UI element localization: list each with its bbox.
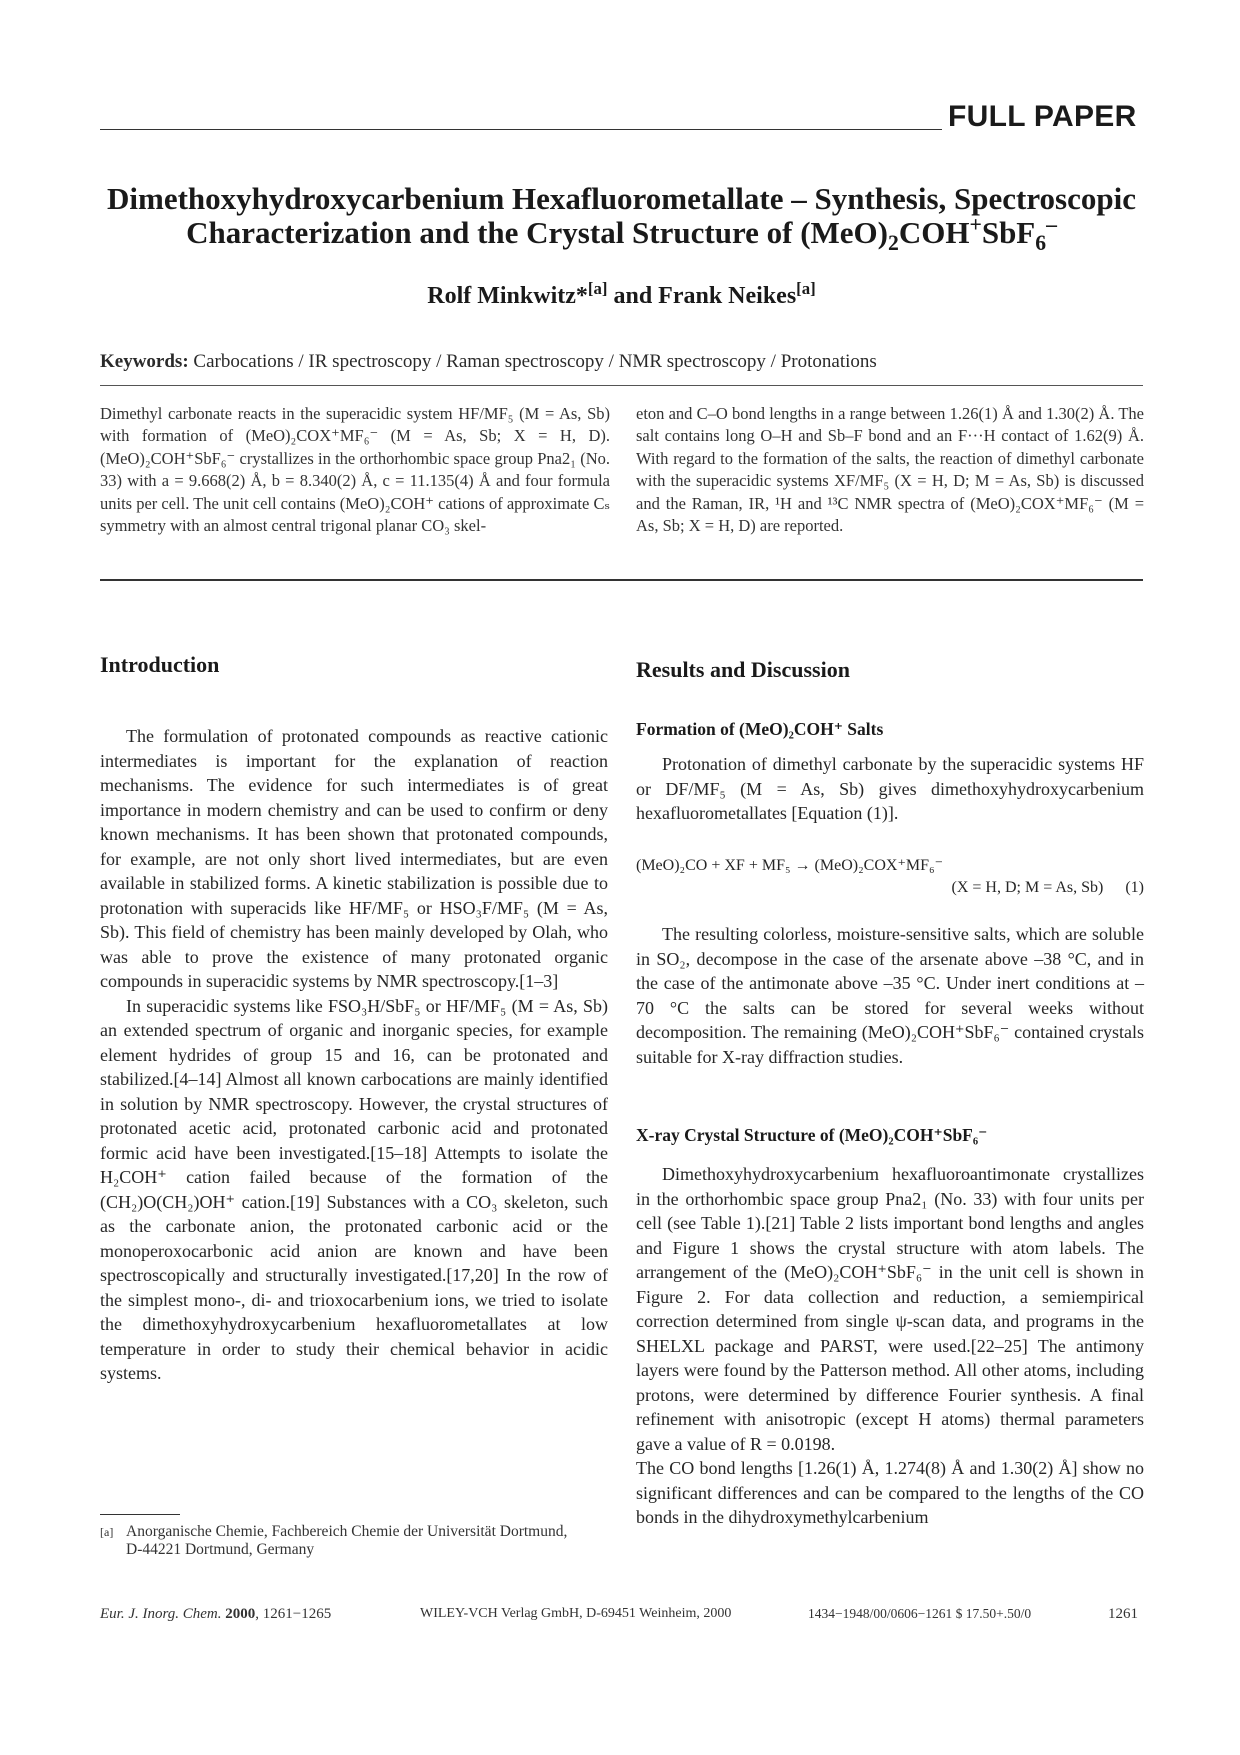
section-label: FULL PAPER [948,100,1137,133]
title-post: SbF [981,215,1036,250]
xray-paragraph: Dimethoxyhydroxycarbenium hexafluoroantimonate crystallizes in the orthorhombic space group Pna2₁ (No. 33) with four units per cell (see Table 1).[21] Table 2 lists important bond lengths and angles and Figure 1 shows the crystal structure with atom labels. The arrangement of the (MeO)₂COH⁺SbF₆⁻ in the unit cell is shown in Figure 2. For data collection and reduction, a semiempirical correction determined from single ψ-scan data, and programs in the SHELXL package and PARST, were used.[22–25] The antimony layers were found by the Patterson method. All other atoms, including protons, were determined by difference Fourier synthesis. A final refinement with anisotropic (except H atoms) thermal parameters gave a value of R = 0.0198. [636,1164,1144,1454]
author-1-affiliation: [a] [587,279,608,298]
equation-number: (1) [1125,879,1144,896]
formation-paragraph: Protonation of dimethyl carbonate by the superacidic systems HF or DF/MF₅ (M = As, Sb) gives dimethoxyhydroxycarbenium hexafluorometallates [Equation (1)]. [636,754,1144,823]
article-title [100,181,1143,256]
keywords-label: Keywords: [100,351,189,372]
title-mid: COH [898,215,970,250]
formation-body [636,752,1144,826]
abstract-left: Dimethyl carbonate reacts in the superacidic system HF/MF₅ (M = As, Sb) with formation of (MeO)₂COX⁺MF₆⁻ (M = As, Sb; X = H, D). (MeO)₂COH⁺SbF₆⁻ crystallizes in the orthorhombic space group Pna2₁ (No. 33) with a = 9.668(2) Å, b = 8.340(2) Å, c = 11.135(4) Å and four formula units per cell. The unit cell contains (MeO)₂COH⁺ cations of approximate Cₛ symmetry with an almost central trigonal planar CO₃ skel- [100,404,611,536]
affiliation-footnote [100,1523,608,1559]
co-bond-paragraph: The CO bond lengths [1.26(1) Å, 1.274(8) Å and 1.30(2) Å] show no significant differences and can be compared to the lengths of the CO bonds in the dihydroxymethylcarbenium [636,1458,1144,1527]
title-sub2: 6 [1035,231,1047,256]
title-sub: 2 [888,231,899,256]
introduction-paragraph-1: The formulation of protonated compounds as reactive cationic intermediates is important for the explanation of reaction mechanisms. The evidence for such intermediates is of great importance in modern chemistry and can be used to confirm or deny known mechanisms. It has been shown that protonated compounds, for example, are not only short lived intermediates, but are even available in stabilized forms. A kinetic stabilization is possible due to protonation with superacids like HF/MF₅ or HSO₃F/MF₅ (M = As, Sb). This field of chemistry has been mainly developed by Olah, who was able to prove the existence of many protonated organic compounds in superacidic systems by NMR spectroscopy.[1–3] [100,726,608,991]
journal-name: Eur. J. Inorg. Chem. [100,1606,222,1622]
journal-citation [100,1606,331,1623]
title-sup: + [969,212,982,237]
author-list [100,279,1143,310]
footnote-marker: [a] [100,1525,114,1539]
salts-body [636,922,1144,1069]
journal-year: 2000 [225,1606,256,1622]
equation-line-2: (X = H, D; M = As, Sb) [951,879,1104,896]
equation-line-1: (MeO)₂CO + XF + MF₅ → (MeO)₂COX⁺MF₆⁻ [636,857,944,874]
keywords-rule [100,385,1143,386]
abstract-rule [100,579,1143,581]
footnote-line-1: Anorganische Chemie, Fachbereich Chemie der Universität Dortmund, [126,1523,568,1540]
results-heading: Results and Discussion [636,657,850,682]
author-joiner: and [607,283,659,309]
equation-1 [636,855,1144,899]
keywords [100,351,877,373]
footnote-rule [100,1514,180,1515]
abstract-right: eton and C–O bond lengths in a range between 1.26(1) Å and 1.30(2) Å. The salt contains long O–H and Sb–F bond and an F···H contact of 1.62(9) Å. With regard to the formation of the salts, the reaction of dimethyl carbonate with the superacidic systems XF/MF₅ (X = H, D; M = As, Sb) is discussed and the Raman, IR, ¹H and ¹³C NMR spectra of (MeO)₂COX⁺MF₆⁻ (M = As, Sb; X = H, D) are reported. [636,404,1144,536]
keywords-list: Carbocations / IR spectroscopy / Raman spectroscopy / NMR spectroscopy / Protonations [188,351,877,372]
introduction-heading: Introduction [100,652,220,677]
salts-paragraph: The resulting colorless, moisture-sensitive salts, which are soluble in SO₂, decompose in the case of the arsenate above –38 °C, and in the case of the antimonate above –35 °C. Under inert conditions at –70 °C the salts can be stored for several weeks without decomposition. The remaining (MeO)₂COH⁺SbF₆⁻ contained crystals suitable for X-ray diffraction studies. [636,924,1144,1067]
page-number: 1261 [1108,1606,1138,1622]
author-2: Frank Neikes [658,283,797,309]
formation-subheading: Formation of (MeO)₂COH⁺ Salts [636,719,884,739]
author-2-affiliation: [a] [796,279,816,298]
title-line-1: Dimethoxyhydroxycarbenium Hexafluorometallate – Synthesis, Spectroscopic [107,181,1136,216]
footnote-line-2: D-44221 Dortmund, Germany [126,1541,315,1558]
title-line-2-pre: Characterization and the Crystal Structure of (MeO) [186,215,888,250]
publisher-line: WILEY-VCH Verlag GmbH, D-69451 Weinheim, 2000 [420,1606,732,1621]
journal-pages: , 1261−1265 [255,1606,332,1622]
introduction-body [100,724,608,1386]
introduction-paragraph-2: In superacidic systems like FSO₃H/SbF₅ or HF/MF₅ (M = As, Sb) an extended spectrum of organic and inorganic species, for example element hydrides of group 15 and 16, can be protonated and stabilized.[4–14] Almost all known carbocations are mainly identified in solution by NMR spectroscopy. However, the crystal structures of protonated acetic acid, protonated carbonic acid and protonated formic acid have been investigated.[15–18] Attempts to isolate the H₂COH⁺ cation failed because of the formation of the (CH₂)O(CH₂)OH⁺ cation.[19] Substances with a CO₃ skeleton, such as the carbonate anion, the protonated carbonic acid or the monoperoxocarbonic acid anion are known and have been spectroscopically and structurally investigated.[17,20] In the row of the simplest mono-, di- and trioxocarbenium ions, we tried to isolate the dimethoxyhydroxycarbenium hexafluorometallates at low temperature in order to study their chemical behavior in acidic systems. [100,995,608,1383]
author-1: Rolf Minkwitz* [427,283,588,309]
issn-line: 1434−1948/00/0606−1261 $ 17.50+.50/0 [808,1606,1032,1621]
xray-subheading: X-ray Crystal Structure of (MeO)₂COH⁺SbF₆⁻ [636,1125,988,1145]
header-rule [100,129,942,130]
title-sup2: – [1046,212,1057,237]
xray-body [636,1162,1144,1530]
